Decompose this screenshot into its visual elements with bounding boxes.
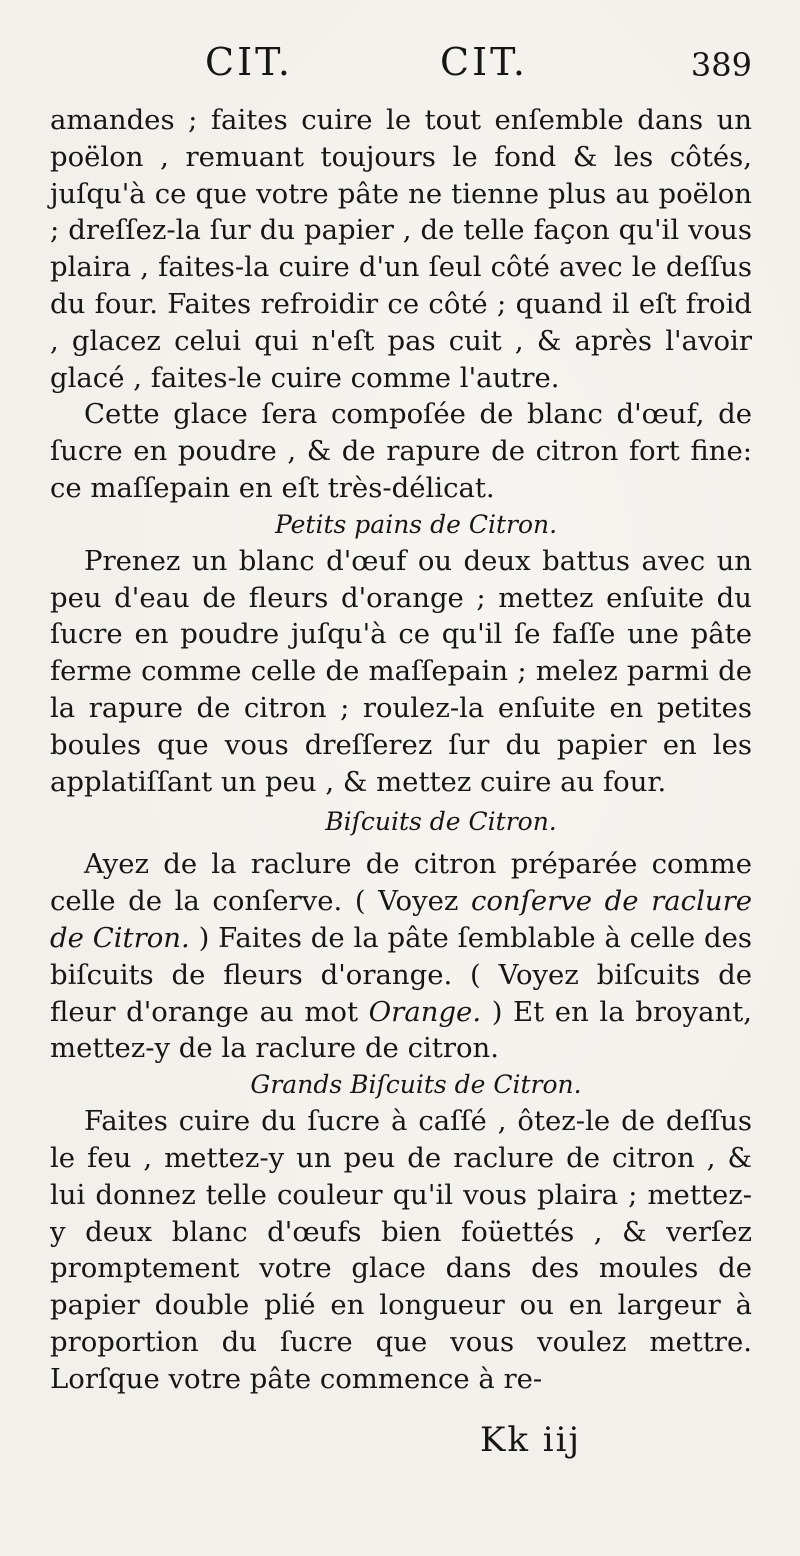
page-number: 389 [690, 46, 752, 84]
biscuits-text-c: ) Faites de la pâte ſemblable à celle des biſcuits de fleurs d'orange. ( Voyez biſcuits de fleur d'orange au mot [50, 921, 753, 1028]
paragraph-glace: Cette glace ſera compoſée de blanc d'œuf, de ſucre en poudre , & de rapure de citron fort fine: ce maſſepain en eſt très-délicat. [50, 398, 752, 504]
header-center: CIT. [440, 40, 528, 84]
body-text [50, 102, 752, 1398]
biscuits-ref-orange: Orange. [368, 995, 482, 1028]
paragraph-biscuits [50, 846, 752, 1067]
heading-biscuits: Biſcuits de Citron. [325, 807, 557, 837]
heading-petits-pains: Petits pains de Citron. [274, 509, 558, 539]
signature-mark: Kk iij [480, 1420, 582, 1460]
biscuits-text-e: ) Et en la broyant, mettez-y de la raclure de citron. [50, 995, 752, 1065]
paragraph-continuation: amandes ; faites cuire le tout enſemble dans un poëlon , remuant toujours le fond & les côtés, juſqu'à ce que votre pâte ne tienne plus au poëlon ; dreſſez-la ſur du papier , de telle façon qu'il vous plaira , faites-la cuire d'un ſeul côté avec le deſſus du four. Faites refroidir ce côté ; quand il eſt froid , glacez celui qui n'eſt pas cuit , & après l'avoir glacé , faites-le cuire comme l'autre. [50, 104, 752, 394]
paragraph-petits-pains: Prenez un blanc d'œuf ou deux battus avec un peu d'eau de fleurs d'orange ; mettez enſuite du ſucre en poudre juſqu'à ce qu'il ſe faſſe une pâte ferme comme celle de maſſepain ; melez parmi de la rapure de citron ; roulez-la enſuite en petites boules que vous dreſſerez ſur du papier en les applatiſſant un peu , & mettez cuire au four. [50, 544, 752, 798]
heading-grands-biscuits: Grands Biſcuits de Citron. [250, 1070, 582, 1100]
paragraph-grands-biscuits: Faites cuire du ſucre à caſſé , ôtez-le de deſſus le feu , mettez-y un peu de raclure de citron , & lui donnez telle couleur qu'il vous plaira ; mettez-y deux blanc d'œufs bien foüettés , & verſez promptement votre glace dans des moules de papier double plié en longueur ou en largeur à proportion du ſucre que vous voulez mettre. Lorſque votre pâte commence à re- [50, 1105, 752, 1395]
biscuits-ref-conserve: conſerve de raclure de Citron. [50, 885, 752, 954]
biscuits-text-a: Ayez de la raclure de citron préparée comme celle de la conſerve. ( Voyez [50, 848, 752, 918]
header-left: CIT. [205, 40, 293, 84]
running-header [50, 0, 752, 102]
